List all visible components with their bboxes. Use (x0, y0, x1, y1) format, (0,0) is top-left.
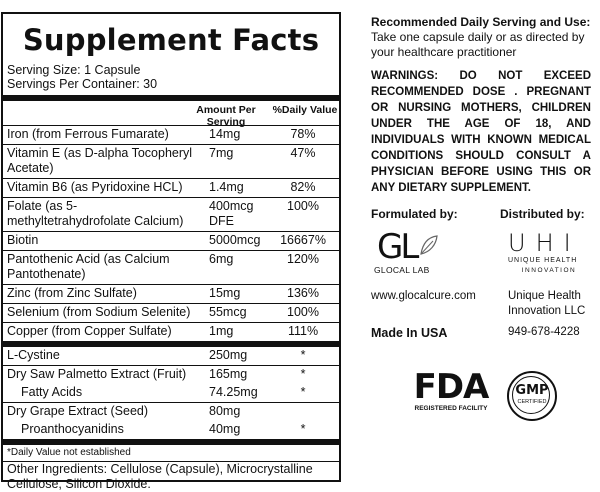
nutrient-group-vitamins-minerals (3, 126, 339, 341)
nutrient-row (3, 347, 339, 365)
nutrient-name: Folate (as 5-methyltetrahydrofolate Calcium) (7, 199, 184, 228)
nutrient-amount: 1mg (209, 324, 234, 338)
made-in-usa: Made In USA (371, 326, 448, 340)
uhi-phone: 949-678-4228 (508, 326, 580, 338)
nutrient-dv: 100% (287, 305, 319, 319)
serving-info (3, 63, 339, 91)
nutrient-name: Biotin (7, 233, 39, 247)
panel-title: Supplement Facts (22, 23, 320, 57)
nutrient-amount: 14mg (209, 127, 241, 141)
nutrient-amount: 400mcg DFE (209, 199, 254, 228)
serving-size: Serving Size: 1 Capsule (7, 63, 141, 77)
nutrient-name: Vitamin B6 (as Pyridoxine HCL) (7, 180, 183, 194)
gmp-sub: CERTIFIED (517, 399, 547, 405)
warnings-text: WARNINGS: DO NOT EXCEED RECOMMENDED DOSE . PREGNANT OR NURSING MOTHERS, CHILDREN UNDER THE AGE OF 18, AND INDIVIDUALS WITH KNOWN MEDICAL CONDITIONS SHOULD CONSULT A PHYSICIAN BEFORE USING THIS OR ANY DIETARY SUPPLEMENT. (371, 70, 591, 194)
nutrient-amount: 15mg (209, 286, 241, 300)
nutrient-amount: 250mg (209, 348, 248, 362)
nutrient-name: Proanthocyanidins (21, 422, 124, 436)
nutrient-row (3, 303, 339, 322)
nutrient-amount: 80mg (209, 404, 241, 418)
nutrient-row (3, 126, 339, 144)
nutrient-row (3, 144, 339, 178)
nutrient-dv: 47% (290, 146, 316, 160)
glocal-logo-mark: GL (377, 227, 417, 267)
nutrient-row (3, 284, 339, 303)
nutrient-name: Fatty Acids (21, 385, 83, 399)
uhi-sub-2: INNOVATION (521, 267, 577, 274)
uhi-name: Unique Health Innovation LLC (508, 290, 586, 317)
distributed-by-label: Distributed by: (500, 207, 585, 221)
nutrient-amount: 74.25mg (209, 385, 258, 399)
nutrient-amount: 55mcg (209, 305, 247, 319)
uhi-logo (508, 230, 598, 278)
leaf-icon (419, 234, 439, 256)
nutrient-dv: 111% (287, 324, 319, 338)
nutrient-amount: 40mg (209, 422, 241, 436)
dv-header: %Daily Value (272, 104, 338, 116)
gmp-badge (507, 371, 557, 421)
nutrient-amount: 165mg (209, 367, 248, 381)
uhi-sub-1: UNIQUE HEALTH (508, 257, 578, 264)
nutrient-name: Vitamin E (as D-alpha Tocopheryl Acetate) (7, 146, 193, 175)
nutrient-group-other (3, 347, 339, 439)
glocal-logo (371, 228, 451, 278)
nutrient-name: Selenium (from Sodium Selenite) (7, 305, 191, 319)
thick-divider (3, 439, 339, 445)
nutrient-name: L-Cystine (7, 348, 60, 362)
nutrient-name: Copper (from Copper Sulfate) (7, 324, 172, 338)
fda-logo-mark: FDA (413, 367, 489, 407)
nutrient-dv: 120% (287, 252, 319, 266)
formulated-by-label: Formulated by: (371, 207, 458, 221)
nutrient-dv: 82% (290, 180, 316, 194)
nutrient-name: Pantothenic Acid (as Calcium Pantothenate) (7, 252, 170, 281)
nutrient-amount: 7mg (209, 146, 234, 160)
column-header (3, 101, 339, 128)
right-column (371, 15, 591, 196)
nutrient-row (3, 197, 339, 231)
nutrient-name: Dry Grape Extract (Seed) (7, 404, 149, 418)
nutrient-dv: 136% (287, 286, 319, 300)
nutrient-name: Iron (from Ferrous Fumarate) (7, 127, 169, 141)
glocal-lab-name: GLOCAL LAB (374, 265, 430, 275)
gmp-logo-mark: GMP (515, 383, 549, 398)
nutrient-dv: * (300, 385, 306, 399)
nutrient-name: Zinc (from Zinc Sulfate) (7, 286, 137, 300)
amount-header: Amount Per Serving (196, 104, 256, 128)
footnote: *Daily Value not established (7, 447, 131, 458)
supplement-facts-panel (1, 12, 341, 491)
fda-logo (411, 369, 491, 419)
nutrient-dv: * (300, 367, 306, 381)
recommended-heading: Recommended Daily Serving and Use: (371, 15, 591, 29)
nutrient-row (3, 231, 339, 250)
nutrient-dv: 78% (290, 127, 316, 141)
nutrient-row (3, 178, 339, 197)
nutrient-row (3, 322, 339, 341)
recommended-text: Take one capsule daily or as directed by your healthcare practitioner (371, 30, 585, 59)
nutrient-row (3, 384, 339, 402)
nutrient-dv: * (300, 348, 306, 362)
nutrient-dv: 16667% (280, 233, 326, 247)
nutrient-amount: 1.4mg (209, 180, 244, 194)
nutrient-row (3, 402, 339, 421)
nutrient-name: Dry Saw Palmetto Extract (Fruit) (7, 367, 187, 381)
uhi-logo-mark: UHI (508, 229, 581, 257)
nutrient-dv: 100% (287, 199, 319, 213)
servings-per-container: Servings Per Container: 30 (7, 77, 158, 91)
nutrient-row (3, 421, 339, 439)
nutrient-amount: 6mg (209, 252, 234, 266)
nutrient-row (3, 250, 339, 284)
nutrient-row (3, 365, 339, 384)
fda-sub: REGISTERED FACILITY (414, 405, 488, 412)
nutrient-dv: * (300, 422, 306, 436)
other-ingredients: Other Ingredients: Cellulose (Capsule), Microcrystalline Cellulose, Silicon Dioxide. (7, 462, 313, 491)
nutrient-amount: 5000mcg (209, 233, 261, 247)
glocal-url: www.glocalcure.com (371, 290, 476, 302)
